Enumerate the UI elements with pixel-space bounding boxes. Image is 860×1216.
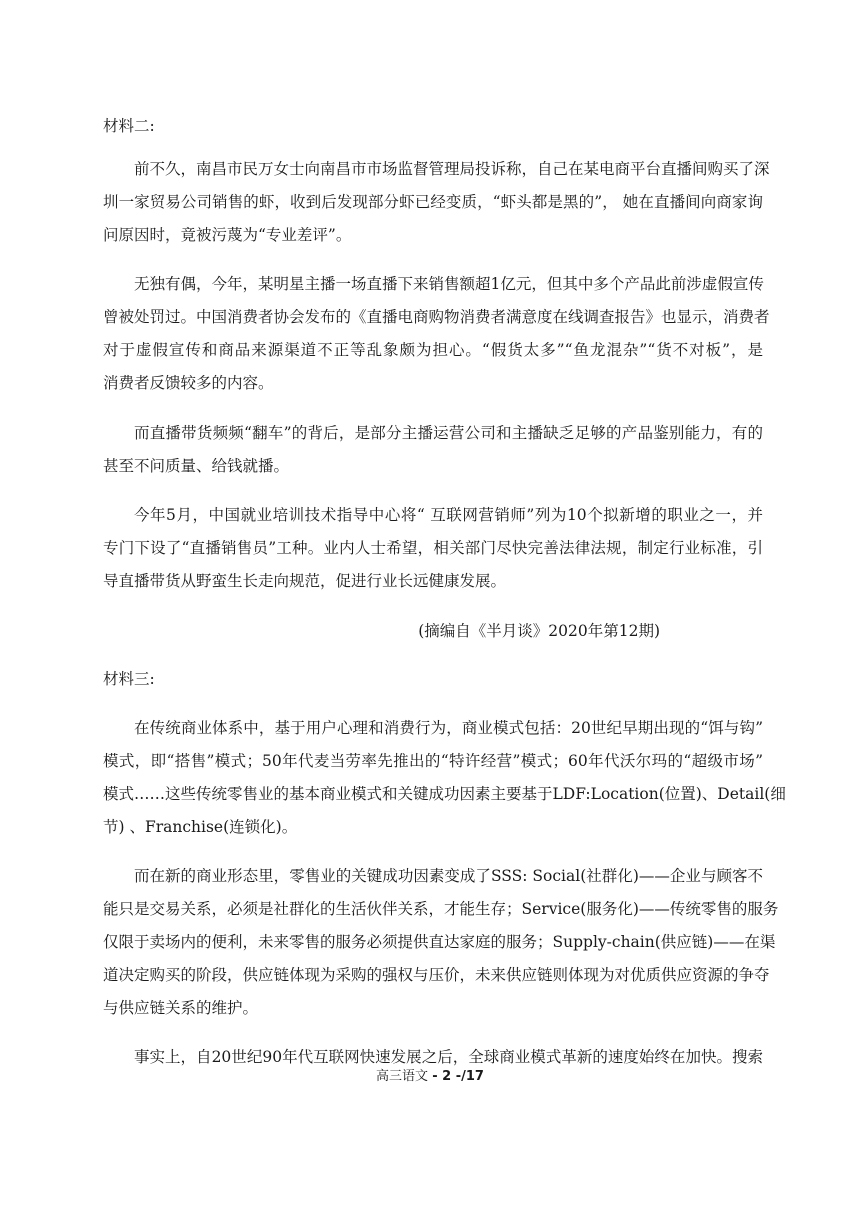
text-line: 节) 、Franchise(连锁化)。 bbox=[103, 818, 298, 836]
text-line: 专门下设了“直播销售员”工种。业内人士希望，相关部门尽快完善法律法规，制定行业标准，引 bbox=[103, 539, 763, 557]
text-line: 道决定购买的阶段，供应链体现为采购的强权与压价，未来供应链则体现为对优质供应资源的争夺 bbox=[103, 966, 770, 984]
text-line: 仅限于卖场内的便利，未来零售的服务必须提供直达家庭的服务；Supply-chain(供应链)——在渠 bbox=[103, 933, 776, 951]
text-line: 能只是交易关系，必须是社群化的生活伙伴关系，才能生存；Service(服务化)——传统零售的服务 bbox=[103, 900, 779, 918]
text-line: 问原因时，竟被污蔑为“专业差评”。 bbox=[103, 226, 352, 244]
text-line: 导直播带货从野蛮生长走向规范，促进行业长远健康发展。 bbox=[103, 572, 507, 590]
text-line: 今年5月，中国就业培训技术指导中心将“ 互联网营销师”列为10个拟新增的职业之一，并 bbox=[134, 506, 763, 524]
text-line: 而直播带货频频“翻车”的背后，是部分主播运营公司和主播缺乏足够的产品鉴别能力，有的 bbox=[134, 424, 763, 442]
text-line: 甚至不问质量、给钱就播。 bbox=[103, 457, 290, 475]
text-line: 前不久，南昌市民万女士向南昌市市场监督管理局投诉称，自己在某电商平台直播间购买了深 bbox=[134, 160, 770, 178]
source-citation: (摘编自《半月谈》2020年第12期) bbox=[418, 622, 660, 640]
text-line: 曾被处罚过。中国消费者协会发布的《直播电商购物消费者满意度在线调查报告》也显示，消费者 bbox=[103, 308, 770, 326]
footer-total-pages: 17 bbox=[465, 1069, 484, 1084]
text-line: 与供应链关系的维护。 bbox=[103, 999, 259, 1017]
text-line: 而在新的商业形态里，零售业的关键成功因素变成了SSS: Social(社群化)——企业与顾客不 bbox=[134, 867, 763, 885]
text-line: 事实上，自20世纪90年代互联网快速发展之后，全球商业模式革新的速度始终在加快。搜索 bbox=[134, 1048, 763, 1066]
footer-separator: / bbox=[461, 1069, 466, 1084]
footer-label: 高三语文 bbox=[376, 1069, 429, 1084]
text-line: 圳一家贸易公司销售的虾，收到后发现部分虾已经变质，“虾头都是黑的”， 她在直播间向商家询 bbox=[103, 193, 763, 211]
text-line: 无独有偶，今年，某明星主播一场直播下来销售额超1亿元，但其中多个产品此前涉虚假宣传 bbox=[134, 275, 764, 293]
text-line: 模式……这些传统零售业的基本商业模式和关键成功因素主要基于LDF:Location(位置)、Detail(细 bbox=[103, 785, 786, 803]
text-line: 在传统商业体系中，基于用户心理和消费行为，商业模式包括：20世纪早期出现的“饵与钩” bbox=[134, 719, 763, 737]
text-line: 消费者反馈较多的内容。 bbox=[103, 374, 274, 392]
page-footer bbox=[0, 1068, 860, 1086]
text-line: 对于虚假宣传和商品来源渠道不正等乱象颇为担心。“假货太多”“鱼龙混杂”“货不对板”，是 bbox=[103, 341, 763, 359]
text-line: 模式，即“搭售”模式；50年代麦当劳率先推出的“特许经营”模式；60年代沃尔玛的“超级市场” bbox=[103, 752, 763, 770]
footer-page-number: - 2 - bbox=[432, 1069, 462, 1084]
material2-heading: 材料二: bbox=[103, 117, 155, 135]
material3-heading: 材料三: bbox=[103, 670, 155, 688]
